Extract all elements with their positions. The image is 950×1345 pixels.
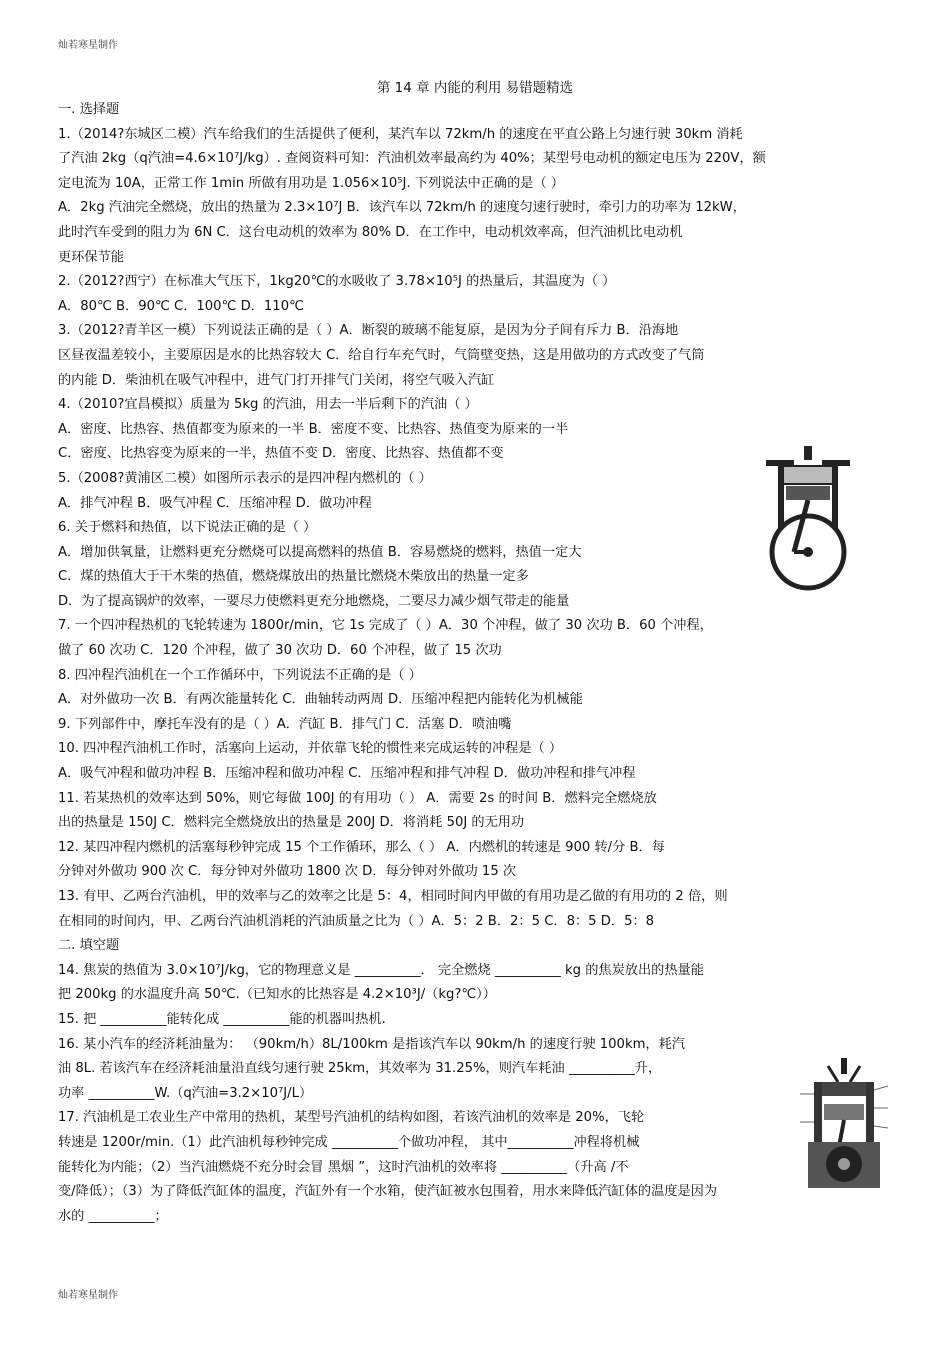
text-line: 1.（2014?东城区二模）汽车给我们的生活提供了便利，某汽车以 72km/h 的速度在平直公路上匀速行驶 30km 消耗 xyxy=(58,126,743,142)
text-line: A．80℃ B．90℃ C．100℃ D．110℃ xyxy=(58,298,304,314)
text-line: 转速是 1200r/min.（1）此汽油机每秒钟完成 __________个做功冲程， 其中__________冲程将机械 xyxy=(58,1134,640,1150)
text-line: 二. 填空题 xyxy=(58,938,120,954)
text-line: 此时汽车受到的阻力为 6N C．这台电动机的效率为 80% D．在工作中，电动机效率高，但汽油机比电动机 xyxy=(58,224,683,240)
text-line: 12. 某四冲程内燃机的活塞每秒钟完成 15 个工作循环，那么（ ） A．内燃机的转速是 900 转/分 B．每 xyxy=(58,839,665,855)
text-line: D．为了提高锅炉的效率，一要尽力使燃料更充分地燃烧，二要尽力减少烟气带走的能量 xyxy=(58,593,570,609)
text-line: 水的 __________； xyxy=(58,1208,168,1224)
text-line: 了汽油 2kg（q汽油=4.6×10⁷J/kg）. 查阅资料可知：汽油机效率最高约为 40%；某型号电动机的额定电压为 220V，额 xyxy=(58,151,766,167)
text-line: 做了 60 次功 C．120 个冲程，做了 30 次功 D．60 个冲程，做了 15 次功 xyxy=(58,643,502,659)
text-line: 分钟对外做功 900 次 C．每分钟对外做功 1800 次 D．每分钟对外做功 15 次 xyxy=(58,864,517,880)
text-line: C．密度、比热容变为原来的一半，热值不变 D．密度、比热容、热值都不变 xyxy=(58,446,504,462)
text-line: 9. 下列部件中，摩托车没有的是（ ）A．汽缸 B．排气门 C．活塞 D．喷油嘴 xyxy=(58,716,512,732)
page-title: 第 14 章 内能的利用 易错题精选 xyxy=(376,80,574,96)
text-line: 3.（2012?青羊区一模）下列说法正确的是（ ）A．断裂的玻璃不能复原，是因为分子间有斥力 B．沿海地 xyxy=(58,323,679,339)
text-line: C．煤的热值大于干木柴的热值，燃烧煤放出的热量比燃烧木柴放出的热量一定多 xyxy=(58,569,529,585)
text-line: 油 8L. 若该汽车在经济耗油量沿直线匀速行驶 25km，其效率为 31.25%，则汽车耗油 __________升， xyxy=(58,1061,662,1077)
text-line: 16. 某小汽车的经济耗油量为： （90km/h）8L/100km 是指该汽车以 90km/h 的速度行驶 100km，耗汽 xyxy=(58,1036,685,1052)
text-line: 5.（2008?黄浦区二模）如图所示表示的是四冲程内燃机的（ ） xyxy=(58,470,432,486)
text-line: 13. 有甲、乙两台汽油机，甲的效率与乙的效率之比是 5：4，相同时间内甲做的有用功是乙做的有用功的 2 倍，则 xyxy=(58,889,728,904)
text-line: 在相同的时间内，甲、乙两台汽油机消耗的汽油质量之比为（ ）A．5：2 B．2：5 C．8：5 D．5：8 xyxy=(58,913,655,929)
text-line: 变/降低）；（3）为了降低汽缸体的温度，汽缸外有一个水箱，使汽缸被水包围着，用水来降低汽缸体的温度是因为 xyxy=(58,1184,718,1200)
text-line: A．排气冲程 B．吸气冲程 C．压缩冲程 D．做功冲程 xyxy=(58,495,372,511)
gasoline-engine-figure xyxy=(798,1052,890,1190)
text-line: 15. 把 __________能转化成 __________能的机器叫热机. xyxy=(58,1011,386,1027)
text-line: 出的热量是 150J C．燃料完全燃烧放出的热量是 200J D．将消耗 50J 的无用功 xyxy=(58,815,525,831)
text-line: 11. 若某热机的效率达到 50%，则它每做 100J 的有用功（ ） A．需要 2s 的时间 B．燃料完全燃烧放 xyxy=(58,790,657,806)
text-line: 14. 焦炭的热值为 3.0×10⁷J/kg，它的物理意义是 __________． 完全燃烧 __________ kg 的焦炭放出的热量能 xyxy=(58,962,704,978)
text-line: 区昼夜温差较小，主要原因是水的比热容较大 C．给自行车充气时，气筒壁变热，这是用做功的方式改变了气筒 xyxy=(58,347,705,363)
text-line: 4.（2010?宜昌模拟）质量为 5kg 的汽油，用去一半后剩下的汽油（ ） xyxy=(58,397,478,413)
text-line: 更环保节能 xyxy=(58,249,124,265)
text-line: 的内能 D．柴油机在吸气冲程中，进气门打开排气门关闭，将空气吸入汽缸 xyxy=(58,372,495,388)
text-line: 把 200kg 的水温度升高 50℃.（已知水的比热容是 4.2×10³J/（kg?℃）） xyxy=(58,987,496,1003)
text-line: 一. 选择题 xyxy=(58,102,120,117)
text-line: 7. 一个四冲程热机的飞轮转速为 1800r/min，它 1s 完成了（ ）A．30 个冲程，做了 30 次功 B．60 个冲程， xyxy=(58,618,713,634)
text-line: 8. 四冲程汽油机在一个工作循环中，下列说法不正确的是（ ） xyxy=(58,667,422,683)
text-line: A．吸气冲程和做功冲程 B．压缩冲程和做功冲程 C．压缩冲程和排气冲程 D．做功冲程和排气冲程 xyxy=(58,766,636,782)
engine-cylinder-figure xyxy=(760,446,856,594)
text-line: 定电流为 10A，正常工作 1min 所做有用功是 1.056×10⁵J. 下列说法中正确的是（ ） xyxy=(58,175,565,191)
text-line: A．增加供氧量，让燃料更充分燃烧可以提高燃料的热值 B．容易燃烧的燃料，热值一定大 xyxy=(58,544,582,560)
text-line: A．对外做功一次 B．有两次能量转化 C．曲轴转动两周 D．压缩冲程把内能转化为机械能 xyxy=(58,692,583,708)
text-line: 能转化为内能；（2）当汽油燃烧不充分时会冒 黑烟 ”，这时汽油机的效率将 __________（升高 /不 xyxy=(58,1159,629,1175)
text-line: 6. 关于燃料和热值，以下说法正确的是（ ） xyxy=(58,520,317,536)
text-line: A．密度、比热容、热值都变为原来的一半 B．密度不变、比热容、热值变为原来的一半 xyxy=(58,421,569,437)
page-footer: 灿若寒星制作 xyxy=(58,1290,118,1301)
page-header: 灿若寒星制作 xyxy=(58,40,118,51)
text-line: 17. 汽油机是工农业生产中常用的热机，某型号汽油机的结构如图，若该汽油机的效率是 20%，飞轮 xyxy=(58,1110,645,1126)
text-line: 10. 四冲程汽油机工作时，活塞向上运动，并依靠飞轮的惯性来完成运转的冲程是（ ） xyxy=(58,741,563,757)
text-line: 2.（2012?西宁）在标准大气压下，1kg20℃的水吸收了 3.78×10⁵J 的热量后，其温度为（ ） xyxy=(58,274,616,290)
document-body xyxy=(58,98,890,1229)
text-line: 功率 __________W.（q汽油=3.2×10⁷J/L） xyxy=(58,1085,313,1101)
text-line: A．2kg 汽油完全燃烧，放出的热量为 2.3×10⁷J B．该汽车以 72km/h 的速度匀速行驶时，牵引力的功率为 12kW， xyxy=(58,200,746,216)
